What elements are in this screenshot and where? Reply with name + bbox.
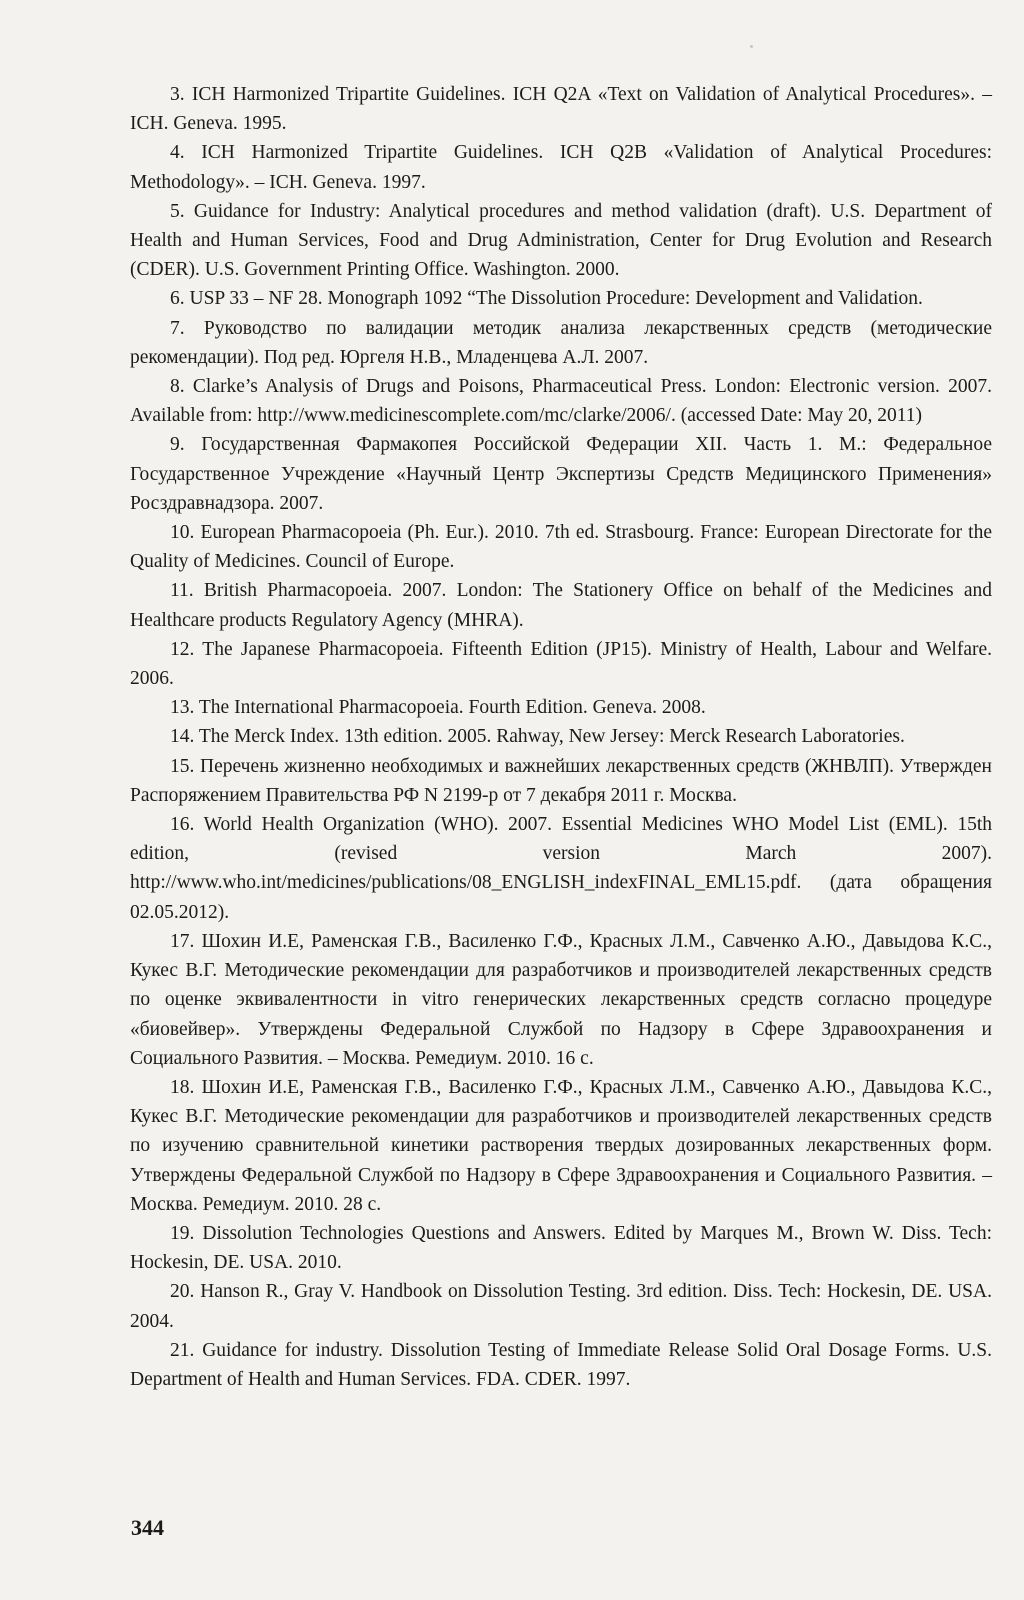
reference-item: 8. Clarke’s Analysis of Drugs and Poisons, Pharmaceutical Press. London: Electronic version. 2007. Available from: http://www.medicinescomplete.com/mc/clarke/2006/. (accessed Date: May 20, 2011) — [130, 376, 992, 427]
reference-item: 21. Guidance for industry. Dissolution Testing of Immediate Release Solid Oral Dosage Forms. U.S. Department of Health and Human Services. FDA. CDER. 1997. — [130, 1339, 992, 1390]
reference-item: 6. USP 33 – NF 28. Monograph 1092 “The Dissolution Procedure: Development and Validation. — [170, 288, 923, 310]
reference-item: 14. The Merck Index. 13th edition. 2005. Rahway, New Jersey: Merck Research Laboratories. — [170, 726, 905, 748]
reference-item: 11. British Pharmacopoeia. 2007. London: The Stationery Office on behalf of the Medicines and Healthcare products Regulatory Agency (MHRA). — [130, 580, 992, 631]
reference-item: 3. ICH Harmonized Tripartite Guidelines. ICH Q2A «Text on Validation of Analytical Procedures». – ICH. Geneva. 1995. — [130, 84, 992, 135]
reference-item: 4. ICH Harmonized Tripartite Guidelines. ICH Q2B «Validation of Analytical Procedures: Methodology». – ICH. Geneva. 1997. — [130, 142, 992, 193]
reference-list — [130, 80, 992, 1394]
reference-item: 17. Шохин И.Е, Раменская Г.В., Василенко Г.Ф., Красных Л.М., Савченко А.Ю., Давыдова К.С., Кукес В.Г. Методические рекомендации для разработчиков и производителей лекарственных средств по оценке эквивалентности in vitro генерических лекарственных средств согласно процедуре «биовейвер». Утверждены Федеральной Службой по Надзору в Сфере Здравоохранения и Социального Развития. – Москва. Ремедиум. 2010. 16 с. — [130, 930, 992, 1069]
reference-item: 12. The Japanese Pharmacopoeia. Fifteenth Edition (JP15). Ministry of Health, Labour and Welfare. 2006. — [130, 638, 992, 690]
reference-item: 16. World Health Organization (WHO). 2007. Essential Medicines WHO Model List (EML). 15th edition, (revised version March 2007). http://www.who.int/medicines/publications/08_ENGLISH_indexFINAL_EML15.pdf. (дата обращения 02.05.2012). — [130, 814, 992, 923]
reference-item: 5. Guidance for Industry: Analytical procedures and method validation (draft). U.S. Department of Health and Human Services, Food and Drug Administration, Center for Drug Evolution and Research (CDER). U.S. Government Printing Office. Washington. 2000. — [130, 200, 992, 281]
paper-speck — [750, 45, 753, 48]
reference-item: 15. Перечень жизненно необходимых и важнейших лекарственных средств (ЖНВЛП). Утвержден Распоряжением Правительства РФ N 2199-р от 7 декабря 2011 г. Москва. — [130, 755, 992, 806]
reference-item: 18. Шохин И.Е, Раменская Г.В., Василенко Г.Ф., Красных Л.М., Савченко А.Ю., Давыдова К.С., Кукес В.Г. Методические рекомендации для разработчиков и производителей лекарственных средств по изучению сравнительной кинетики растворения твердых дозированных лекарственных форм. Утверждены Федеральной Службой по Надзору в Сфере Здравоохранения и Социального Развития. – Москва. Ремедиум. 2010. 28 с. — [130, 1076, 992, 1215]
page-number: 344 — [131, 1515, 164, 1540]
reference-item: 9. Государственная Фармакопея Российской Федерации XII. Часть 1. М.: Федеральное Государственное Учреждение «Научный Центр Экспертизы Средств Медицинского Применения» Росздравнадзора. 2007. — [130, 434, 992, 514]
reference-item: 10. European Pharmacopoeia (Ph. Eur.). 2010. 7th ed. Strasbourg. France: European Directorate for the Quality of Medicines. Council of Europe. — [130, 522, 992, 573]
reference-item: 20. Hanson R., Gray V. Handbook on Dissolution Testing. 3rd edition. Diss. Tech: Hockesin, DE. USA. 2004. — [130, 1281, 992, 1332]
reference-item: 7. Руководство по валидации методик анализа лекарственных средств (методические рекомендации). Под ред. Юргеля Н.В., Младенцева А.Л. 2007. — [130, 317, 992, 368]
reference-item: 19. Dissolution Technologies Questions and Answers. Edited by Marques M., Brown W. Diss. Tech: Hockesin, DE. USA. 2010. — [130, 1222, 992, 1274]
reference-item: 13. The International Pharmacopoeia. Fourth Edition. Geneva. 2008. — [170, 697, 706, 719]
